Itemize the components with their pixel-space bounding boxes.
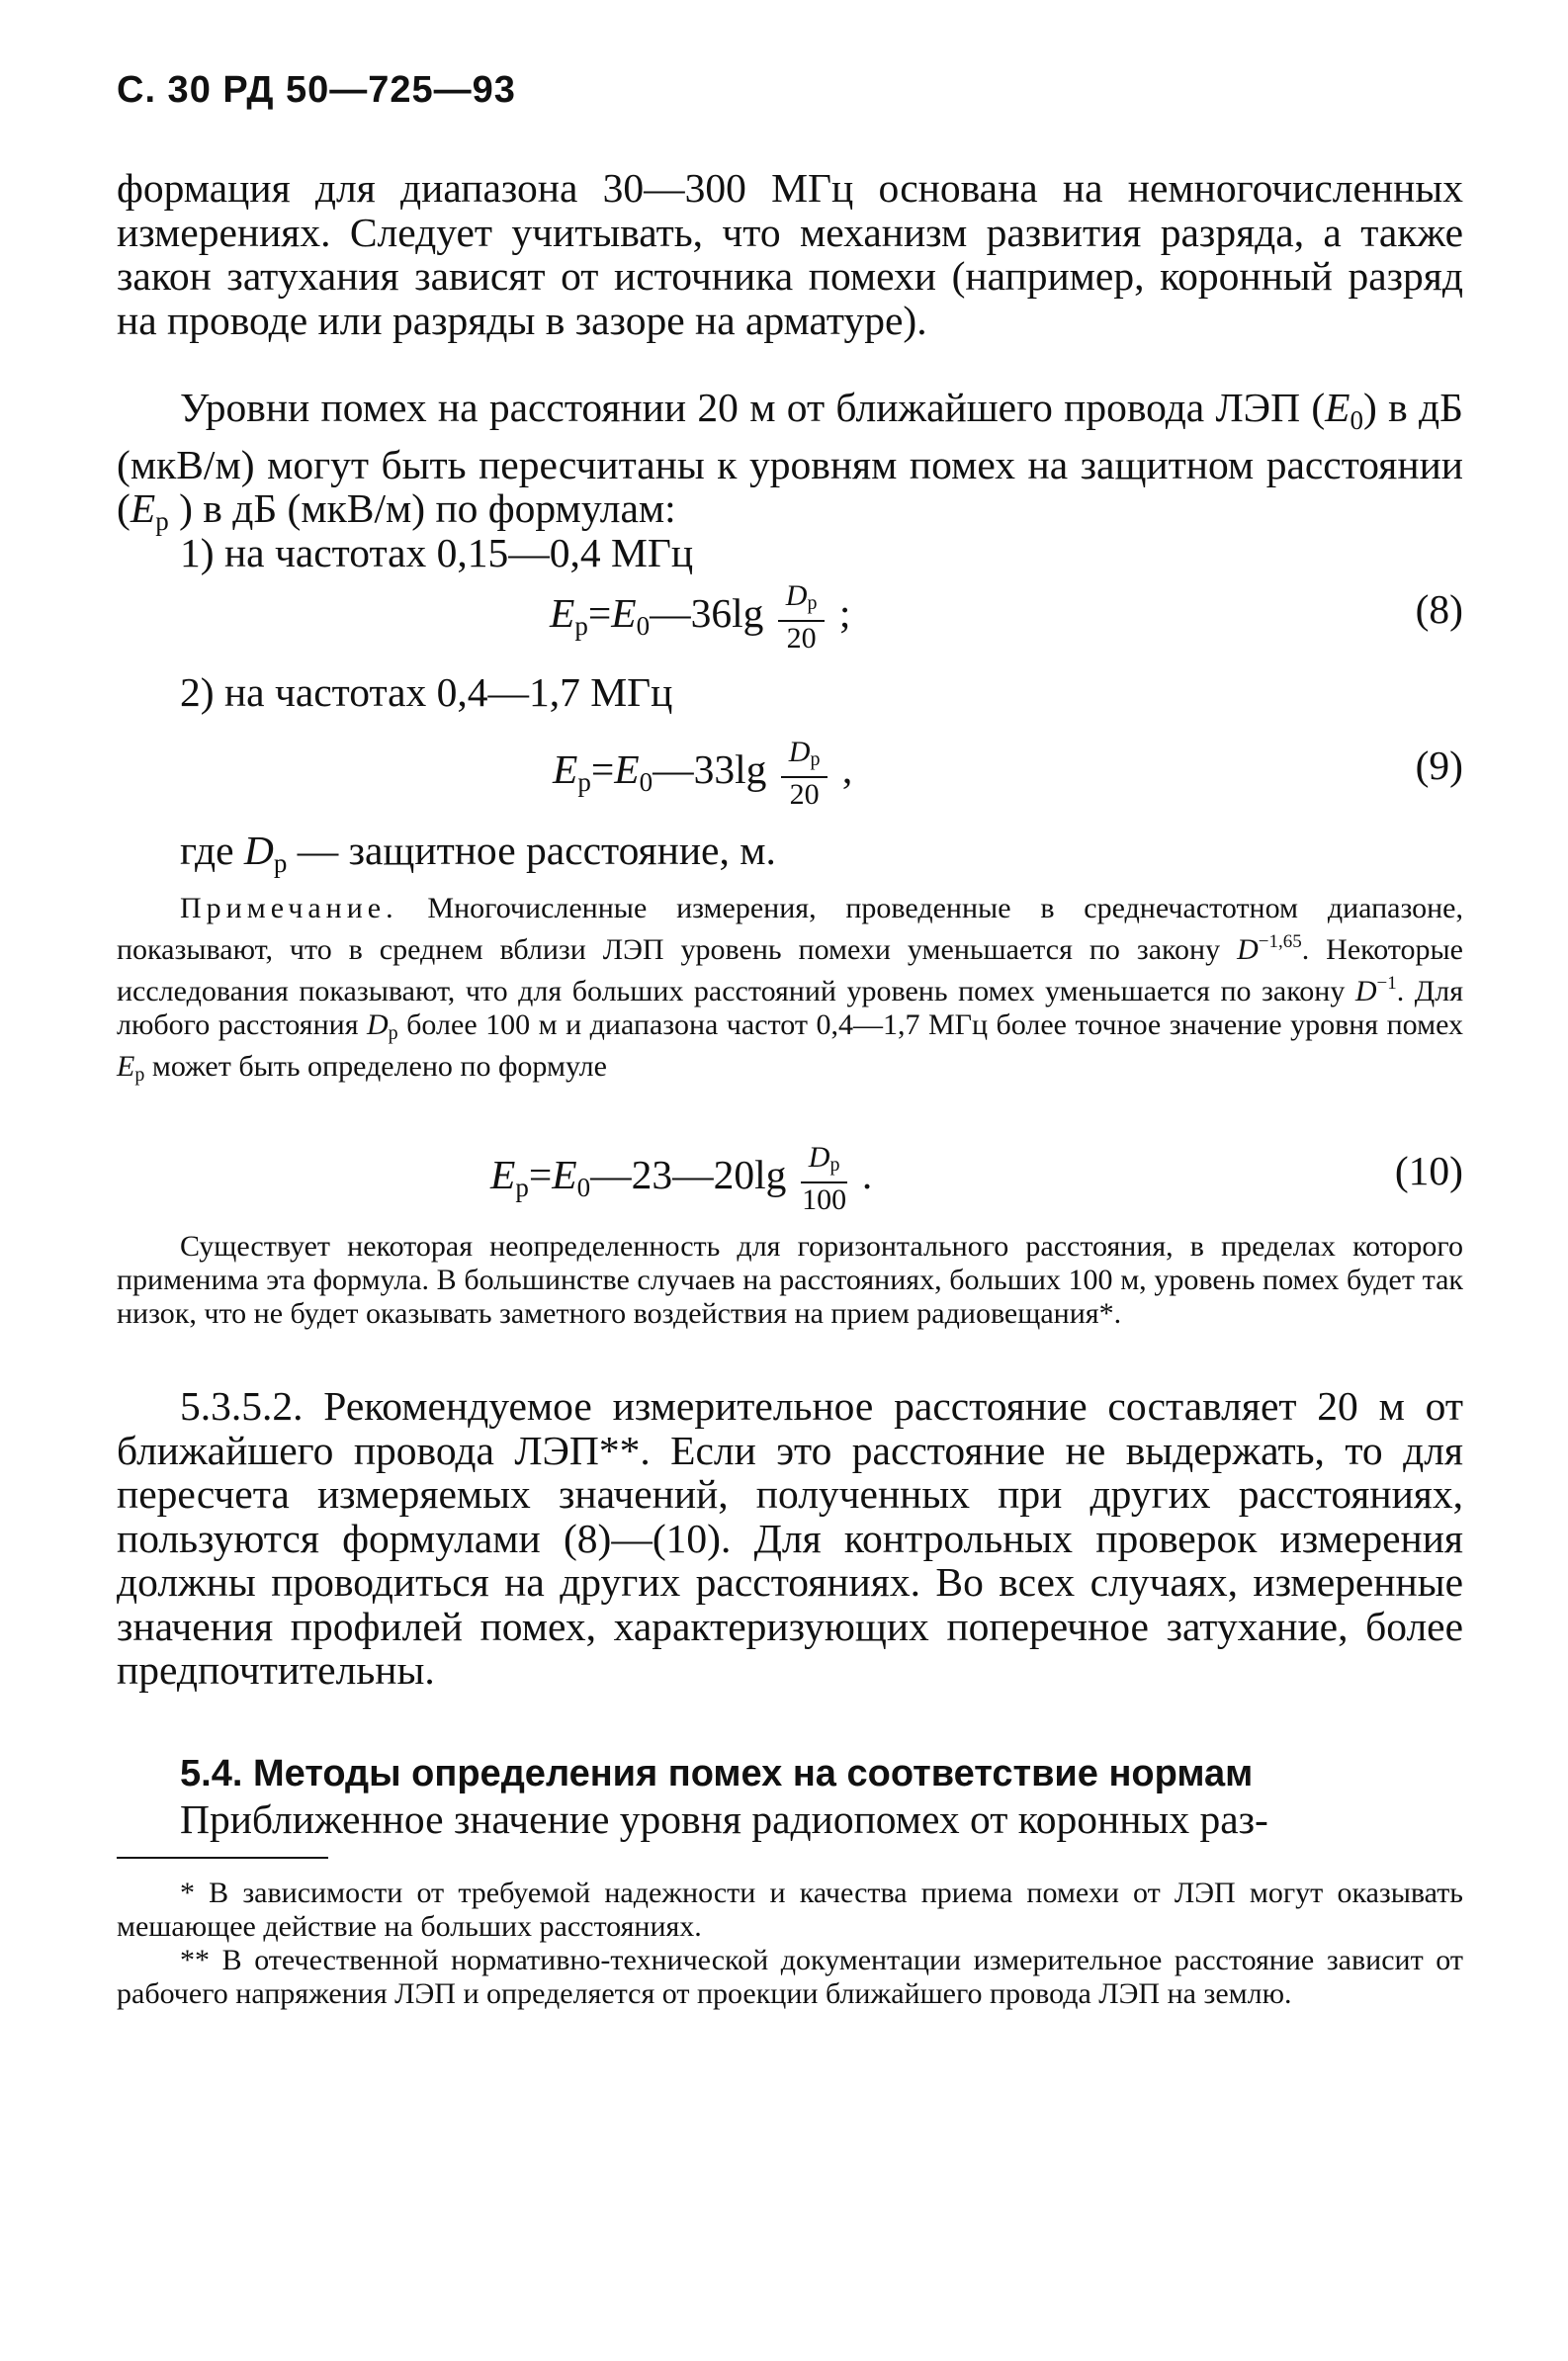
list-item-2: 2) на частотах 0,4—1,7 МГц	[180, 669, 673, 715]
paragraph-4: Приближенное значение уровня радиопомех от коронных раз-	[180, 1796, 1268, 1842]
list-item-1: 1) на частотах 0,15—0,4 МГц	[180, 530, 694, 575]
formula-8: $E_р=E_0—36\lg$ $\frac{D_р}{20}$ ; (8)	[550, 579, 1463, 655]
paragraph-3: 5.3.5.2. Рекомендуемое измерительное расстояние составляет 20 м от ближайшего провода ЛЭП**. Если это расстояние не выдержать, то для пересчета измеряемых значений, полученных при других расстояниях, пользуются формулами (8)—(10). Для контрольных проверок измерения должны проводиться на других расстояниях. Во всех случаях, измеренные значения профилей помех, характеризующих поперечное затухание, более предпочтительны.	[117, 1383, 1463, 1693]
page-header: С. 30 РД 50—725—93	[117, 69, 516, 111]
formula-10: $E_р=E_0—23—20\lg$ $\frac{D_р}{100}$ . (10)	[490, 1141, 1463, 1216]
document-page	[117, 0, 1463, 2361]
section-heading: 5.4. Методы определения помех на соответствие нормам	[180, 1753, 1254, 1794]
equation-number: (9)	[1415, 743, 1463, 788]
footnote-1: * В зависимости от требуемой надежности и качества приема помехи от ЛЭП могут оказывать мешающее действие на больших расстояниях.	[117, 1877, 1463, 1943]
fraction: $\frac{D_р}{20}$	[778, 581, 826, 654]
paragraph-1: формация для диапазона 30—300 МГц основана на немногочисленных измерениях. Следует учитывать, что механизм развития разряда, а также закон затухания зависят от источника помехи (например, коронный разряд на проводе или разряды в зазоре на арматуре).	[117, 165, 1463, 343]
where-line: где $D_р$ — защитное расстояние, м.	[180, 828, 776, 878]
note-paragraph: Примечание. Многочисленные измерения, проведенные в среднечастотном диапазоне, показывают, что в среднем вблизи ЛЭП уровень помехи уменьшается по закону $D^{-1,65}$. Некоторые исследования показывают, что для больших расстояний уровень помех уменьшается по закону $D^{-1}$. Для любого расстояния $D_р$ более 100 м и диапазона частот 0,4—1,7 МГц более точное значение уровня помех $E_р$ может быть определено по формуле	[117, 892, 1463, 1086]
footnote-divider	[117, 1857, 328, 1859]
note-paragraph-2: Существует некоторая неопределенность для горизонтального расстояния, в пределах которого применима эта формула. В большинстве случаев на расстояниях, больших 100 м, уровень помех будет так низок, что не будет оказывать заметного воздействия на прием радиовещания*.	[117, 1230, 1463, 1330]
fraction: $\frac{D_р}{20}$	[781, 738, 828, 810]
footnote-2: ** В отечественной нормативно-технической документации измерительное расстояние зависит от рабочего напряжения ЛЭП и определяется от проекции ближайшего провода ЛЭП на землю.	[117, 1944, 1463, 2010]
paragraph-2: Уровни помех на расстоянии 20 м от ближайшего провода ЛЭП $(E_0)$ в дБ (мкВ/м) могут быть пересчитаны к уровням помех на защитном расстоянии ($E_р$ ) в дБ (мкВ/м) по формулам:	[117, 385, 1463, 536]
equation-number: (10)	[1394, 1148, 1463, 1193]
fraction: $\frac{D_р}{100}$	[802, 1141, 847, 1216]
equation-number: (8)	[1415, 586, 1463, 632]
formula-9: $E_р=E_0—33\lg$ $\frac{D_р}{20}$ , (9)	[553, 736, 1463, 811]
